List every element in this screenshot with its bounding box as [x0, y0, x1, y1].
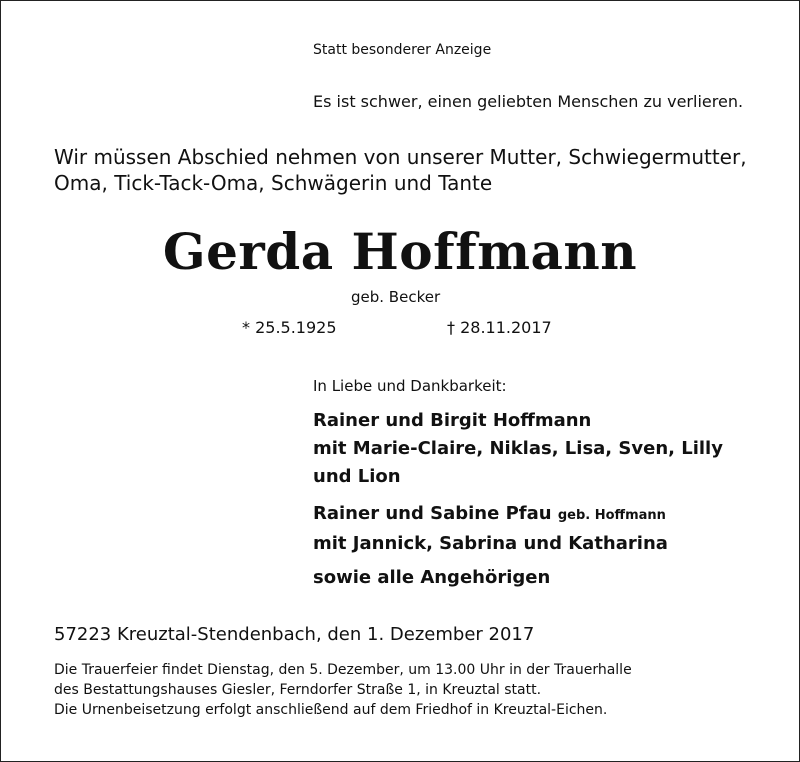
family-2-line-2: mit Jannick, Sabrina und Katharina	[313, 533, 668, 554]
other-relatives: sowie alle Angehörigen	[313, 567, 551, 588]
family-group-2	[313, 500, 753, 558]
family-1-line-3: und Lion	[313, 466, 401, 487]
ceremony-info	[54, 660, 774, 720]
intro-line-1: Wir müssen Abschied nehmen von unserer Mutter, Schwiegermutter,	[54, 145, 747, 169]
intro-line-2: Oma, Tick-Tack-Oma, Schwägerin und Tante	[54, 171, 493, 195]
mourners-intro: In Liebe und Dankbarkeit:	[313, 377, 507, 395]
ceremony-line-2: des Bestattungshauses Giesler, Ferndorfer Straße 1, in Kreuztal statt.	[54, 682, 542, 698]
maiden-name: geb. Becker	[351, 288, 441, 306]
ceremony-line-3: Die Urnenbeisetzung erfolgt anschließend auf dem Friedhof in Kreuztal-Eichen.	[54, 702, 608, 718]
birth-date: * 25.5.1925	[242, 318, 337, 337]
family-1-line-1: Rainer und Birgit Hoffmann	[313, 410, 592, 431]
family-2-line-1	[313, 500, 753, 530]
family-2-maiden-note: geb. Hoffmann	[557, 508, 666, 523]
family-1-line-2: mit Marie-Claire, Niklas, Lisa, Sven, Lilly	[313, 438, 723, 459]
quote: Es ist schwer, einen geliebten Menschen zu verlieren.	[313, 92, 744, 111]
family-2-names: Rainer und Sabine Pfau	[313, 503, 552, 524]
place-and-date: 57223 Kreuztal-Stendenbach, den 1. Dezember 2017	[54, 624, 535, 645]
deceased-name: Gerda Hoffmann	[162, 222, 638, 281]
family-group-1	[313, 407, 753, 491]
ceremony-line-1: Die Trauerfeier findet Dienstag, den 5. Dezember, um 13.00 Uhr in der Trauerhalle	[54, 662, 632, 678]
death-date: † 28.11.2017	[447, 318, 552, 337]
intro-text	[54, 144, 774, 196]
header-note: Statt besonderer Anzeige	[313, 42, 492, 58]
